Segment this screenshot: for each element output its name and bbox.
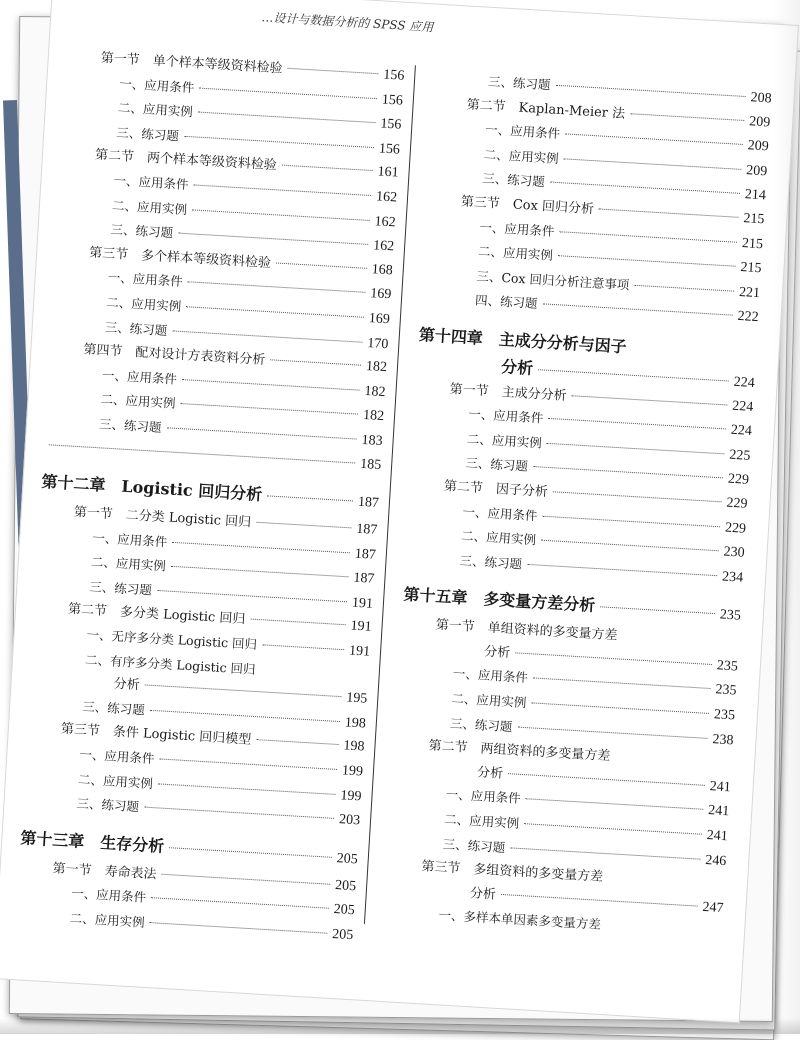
dot-leader: [144, 807, 334, 819]
dot-leader: [199, 87, 377, 99]
toc-page-number: 224: [731, 398, 754, 415]
toc-page-number: 183: [361, 432, 384, 449]
dot-leader: [548, 418, 726, 430]
toc-page-number: 225: [728, 447, 751, 464]
toc-entry-title: 第十二章 Logistic 回归分析: [41, 472, 263, 505]
dot-leader: [559, 231, 737, 243]
toc-entry-title: 一、应用条件: [70, 885, 147, 906]
toc-entry-title: 第二节 因子分析: [443, 478, 549, 500]
toc-entry-title: 第二节 两个样本等级资料检验: [94, 147, 278, 174]
toc-page-number: 235: [719, 607, 742, 624]
dot-leader: [158, 783, 336, 795]
dot-leader: [270, 359, 361, 365]
toc-page-number: 209: [747, 138, 770, 155]
dot-leader: [159, 758, 337, 770]
toc-page-number: 238: [712, 731, 734, 749]
dot-leader: [172, 330, 362, 342]
toc-page-number: 162: [372, 238, 395, 255]
toc-page-number: 241: [706, 828, 729, 845]
toc-left-column: [15, 45, 405, 948]
dot-leader: [193, 184, 371, 196]
dot-leader: [531, 702, 709, 714]
dot-leader: [510, 847, 700, 859]
toc-page-number: 235: [713, 707, 736, 724]
dot-leader: [555, 85, 745, 97]
toc-entry-title: 一、多样本单因素多变量方差: [438, 907, 602, 933]
dot-leader: [550, 182, 740, 194]
toc-page-number: 247: [702, 899, 724, 916]
toc-entry-title: 四、练习题: [474, 292, 538, 312]
toc-page-number: 169: [368, 311, 391, 328]
toc-entry-title: 二、应用实例: [483, 146, 560, 166]
toc-page-number: 230: [723, 544, 746, 561]
toc-page-number: 205: [333, 902, 356, 919]
toc-page-number: 199: [341, 763, 364, 780]
toc-entry-title: 二、应用实例: [466, 430, 543, 451]
dot-leader: [171, 566, 349, 578]
toc-entry-title: 二、应用实例: [69, 910, 146, 930]
toc-page-number: 185: [359, 456, 382, 473]
toc-entry-title: 二、应用实例: [477, 243, 554, 264]
dot-leader: [538, 369, 729, 381]
toc-page-number: 205: [334, 877, 357, 895]
toc-entry-title: 分析: [500, 356, 534, 378]
toc-page-number: 241: [707, 803, 730, 820]
dot-leader: [533, 678, 711, 690]
toc-entry-title: 第三节 Cox 回归分析: [460, 194, 595, 218]
toc-entry-title: 第十四章 主成分分析与因子: [418, 325, 628, 357]
toc-page-number: 235: [716, 658, 739, 675]
toc-entry-title: 第二节 Kaplan-Meier 法: [466, 97, 626, 122]
toc-page-number: 182: [364, 383, 386, 400]
toc-entry-title: 二、应用实例: [443, 811, 520, 831]
toc-entry-title: 三、练习题: [449, 715, 513, 734]
dot-leader: [192, 209, 370, 221]
toc-entry-title: 二、有序多分类 Logistic 回归: [84, 651, 257, 677]
toc-entry-title: 第三节 多个样本等级资料检验: [88, 245, 272, 271]
dot-leader: [186, 306, 364, 318]
toc-entry-title: 三、练习题: [464, 455, 529, 475]
dot-leader: [524, 823, 702, 835]
toc-page-number: 162: [374, 213, 397, 231]
toc-entry-title: 一、应用条件: [118, 75, 195, 95]
toc-right-column: [384, 67, 772, 945]
toc-page-number: 209: [745, 162, 768, 180]
toc-entry-title: 第一节 单个样本等级资料检验: [100, 50, 283, 77]
dot-leader: [145, 685, 342, 698]
running-header: …设计与数据分析的 SPSS 应用: [261, 10, 434, 35]
toc-entry-title: 三、练习题: [481, 170, 546, 190]
toc-entry-title: 第一节 寿命表法: [52, 861, 157, 883]
dot-leader: [508, 773, 705, 786]
toc-page-number: 229: [724, 520, 747, 537]
toc-entry-title: 第一节 主成分分析: [449, 381, 568, 404]
toc-entry-title: 二、应用实例: [111, 197, 188, 217]
toc-entry-title: 一、无序多分类 Logistic 回归: [86, 626, 258, 653]
toc-page-number: 229: [726, 495, 748, 512]
dot-leader: [188, 282, 366, 294]
toc-entry-title: 三、练习题: [116, 124, 180, 144]
dot-leader: [600, 607, 715, 615]
toc-page-number: 191: [348, 643, 371, 660]
toc-entry-title: 一、应用条件: [445, 786, 522, 807]
toc-entry-title: 一、应用条件: [101, 367, 178, 387]
toc-page-number: 156: [379, 116, 402, 133]
toc-page-number: 161: [377, 164, 399, 181]
toc-page-number: 170: [366, 335, 389, 352]
dot-leader: [180, 403, 358, 415]
toc-page-number: 235: [714, 682, 737, 699]
dot-leader: [262, 644, 344, 650]
dot-leader: [558, 255, 736, 267]
dot-leader: [169, 847, 332, 858]
toc-entry-title: 二、应用实例: [460, 528, 537, 548]
toc-page-number: 187: [354, 546, 377, 563]
dot-leader: [526, 799, 704, 811]
toc-entry-title: 一、应用条件: [107, 269, 184, 290]
toc-page-number: 168: [371, 261, 394, 279]
dot-leader: [541, 540, 719, 552]
toc-page-number: 205: [331, 926, 354, 944]
toc-page-number: 224: [730, 422, 753, 440]
toc-page-number: 241: [709, 778, 732, 796]
toc-entry-title: 第三节 多组资料的多变量方差: [420, 859, 604, 886]
dot-leader: [527, 564, 717, 576]
dot-leader: [198, 112, 376, 124]
dot-leader: [250, 619, 345, 626]
toc-entry-title: 第一节 二分类 Logistic 回归: [73, 505, 252, 531]
toc-page-number: 229: [727, 471, 750, 489]
toc-entry-title: 三、练习题: [487, 73, 551, 93]
toc-entry-title: 三、练习题: [110, 221, 174, 241]
toc-entry-title: 分析: [483, 644, 511, 661]
toc-entry-title: 二、应用实例: [451, 690, 527, 711]
toc-entry-title: 三、Cox 回归分析注意事项: [476, 268, 630, 293]
toc-entry-title: 一、应用条件: [452, 666, 529, 686]
toc-page-number: 203: [338, 812, 361, 829]
dot-leader: [276, 262, 367, 268]
toc-entry-title: 一、应用条件: [79, 746, 155, 767]
toc-entry-title: 第二节 多分类 Logistic 回归: [67, 602, 246, 628]
toc-entry-title: 第十三章 生存分析: [19, 828, 165, 856]
toc-entry-title: 三、练习题: [104, 318, 168, 338]
toc-page-number: 224: [733, 374, 756, 391]
toc-page-number: 246: [704, 852, 727, 869]
toc-page-number: 187: [357, 494, 380, 512]
toc-entry-title: 第四节 配对设计方表资料分析: [83, 342, 266, 369]
toc-page-number: 162: [375, 189, 398, 206]
toc-entry-title: 二、应用实例: [105, 294, 182, 314]
dot-leader: [150, 710, 340, 722]
toc-entry-title: 三、练习题: [89, 578, 153, 598]
dot-leader: [166, 427, 356, 439]
dot-leader: [162, 874, 331, 885]
dot-leader: [564, 158, 742, 170]
dot-leader: [517, 726, 707, 738]
toc-entry-title: 分析: [476, 765, 504, 782]
toc-page-number: 234: [721, 569, 744, 586]
toc-page-number: 195: [345, 690, 368, 707]
toc-page-number: 215: [742, 211, 765, 228]
dot-leader: [151, 898, 329, 910]
dot-leader: [178, 233, 368, 245]
dot-leader: [150, 922, 328, 934]
toc-page-number: 156: [378, 141, 401, 158]
dot-leader: [157, 590, 347, 602]
dot-leader: [542, 515, 720, 527]
toc-page-number: 191: [350, 619, 372, 636]
toc-entry-title: 分析: [113, 676, 141, 694]
toc-entry-title: 分析: [469, 885, 497, 903]
dot-leader: [565, 134, 743, 146]
dot-leader: [172, 541, 350, 553]
toc-entry-title: 第一节 单组资料的多变量方差: [435, 617, 618, 644]
toc-entry-title: 三、练习题: [98, 416, 162, 435]
dot-leader: [547, 443, 725, 455]
toc-entry-title: 一、应用条件: [479, 219, 555, 239]
toc-page-number: 208: [750, 90, 773, 107]
toc-entry-title: 一、应用条件: [484, 121, 561, 142]
dot-leader: [553, 491, 722, 502]
toc-page-number: 187: [355, 521, 378, 539]
dot-leader: [542, 304, 732, 316]
toc-entry-title: 一、应用条件: [91, 529, 168, 550]
toc-page-number: 156: [382, 67, 405, 84]
toc-entry-title: 第二节 两组资料的多变量方差: [428, 738, 611, 765]
dot-leader: [599, 208, 739, 217]
toc-entry-title: 第十五章 多变量方差分析: [402, 584, 596, 616]
toc-entry-title: 一、应用条件: [462, 503, 538, 523]
toc-entry-title: 三、练习题: [442, 836, 506, 855]
dot-leader: [515, 652, 712, 665]
dot-leader: [184, 136, 374, 148]
dot-leader: [533, 466, 723, 478]
dot-leader: [572, 395, 728, 405]
toc-page-number: 198: [342, 738, 365, 755]
toc-entry-title: 三、练习题: [81, 698, 146, 718]
dot-leader: [267, 495, 353, 501]
toc-page-number: 156: [381, 92, 404, 109]
toc-page-number: 222: [737, 309, 759, 326]
toc-page-number: 209: [748, 113, 771, 131]
dot-leader: [256, 740, 338, 746]
toc-entry-title: 一、应用条件: [113, 172, 189, 193]
toc-page-number: 187: [352, 570, 375, 588]
toc-entry-title: 二、应用实例: [117, 100, 194, 120]
toc-page-number: 169: [369, 286, 392, 303]
toc-page-number: 215: [741, 235, 764, 252]
toc-entry-title: 三、练习题: [76, 795, 140, 815]
dot-leader: [630, 113, 744, 121]
dot-leader: [256, 522, 351, 529]
toc-page-number: 198: [344, 715, 367, 732]
dot-leader: [288, 68, 379, 74]
toc-page-number: 205: [336, 850, 359, 868]
toc-page-number: 182: [365, 359, 388, 376]
toc-page-number: 182: [362, 408, 385, 425]
toc-entry-title: 二、应用实例: [90, 554, 167, 574]
toc-page-number: 214: [744, 187, 767, 204]
toc-entry-title: 二、应用实例: [77, 771, 154, 791]
toc-page-number: 215: [740, 260, 762, 277]
dot-leader: [282, 165, 373, 171]
dot-leader: [182, 379, 360, 391]
toc-entry-title: 三、练习题: [459, 552, 523, 572]
bottom-shadow: [0, 1018, 800, 1034]
toc-entry-title: 二、应用实例: [100, 391, 176, 412]
toc-page-number: 191: [351, 595, 374, 612]
toc-entry-title: 第三节 条件 Logistic 回归模型: [60, 721, 252, 749]
dot-leader: [501, 894, 698, 907]
toc-page-number: 221: [738, 284, 761, 301]
edge-shadow: [774, 0, 800, 1034]
dot-leader: [634, 285, 734, 292]
toc-entry-title: 一、应用条件: [467, 406, 544, 426]
toc-page-number: 199: [340, 787, 362, 805]
